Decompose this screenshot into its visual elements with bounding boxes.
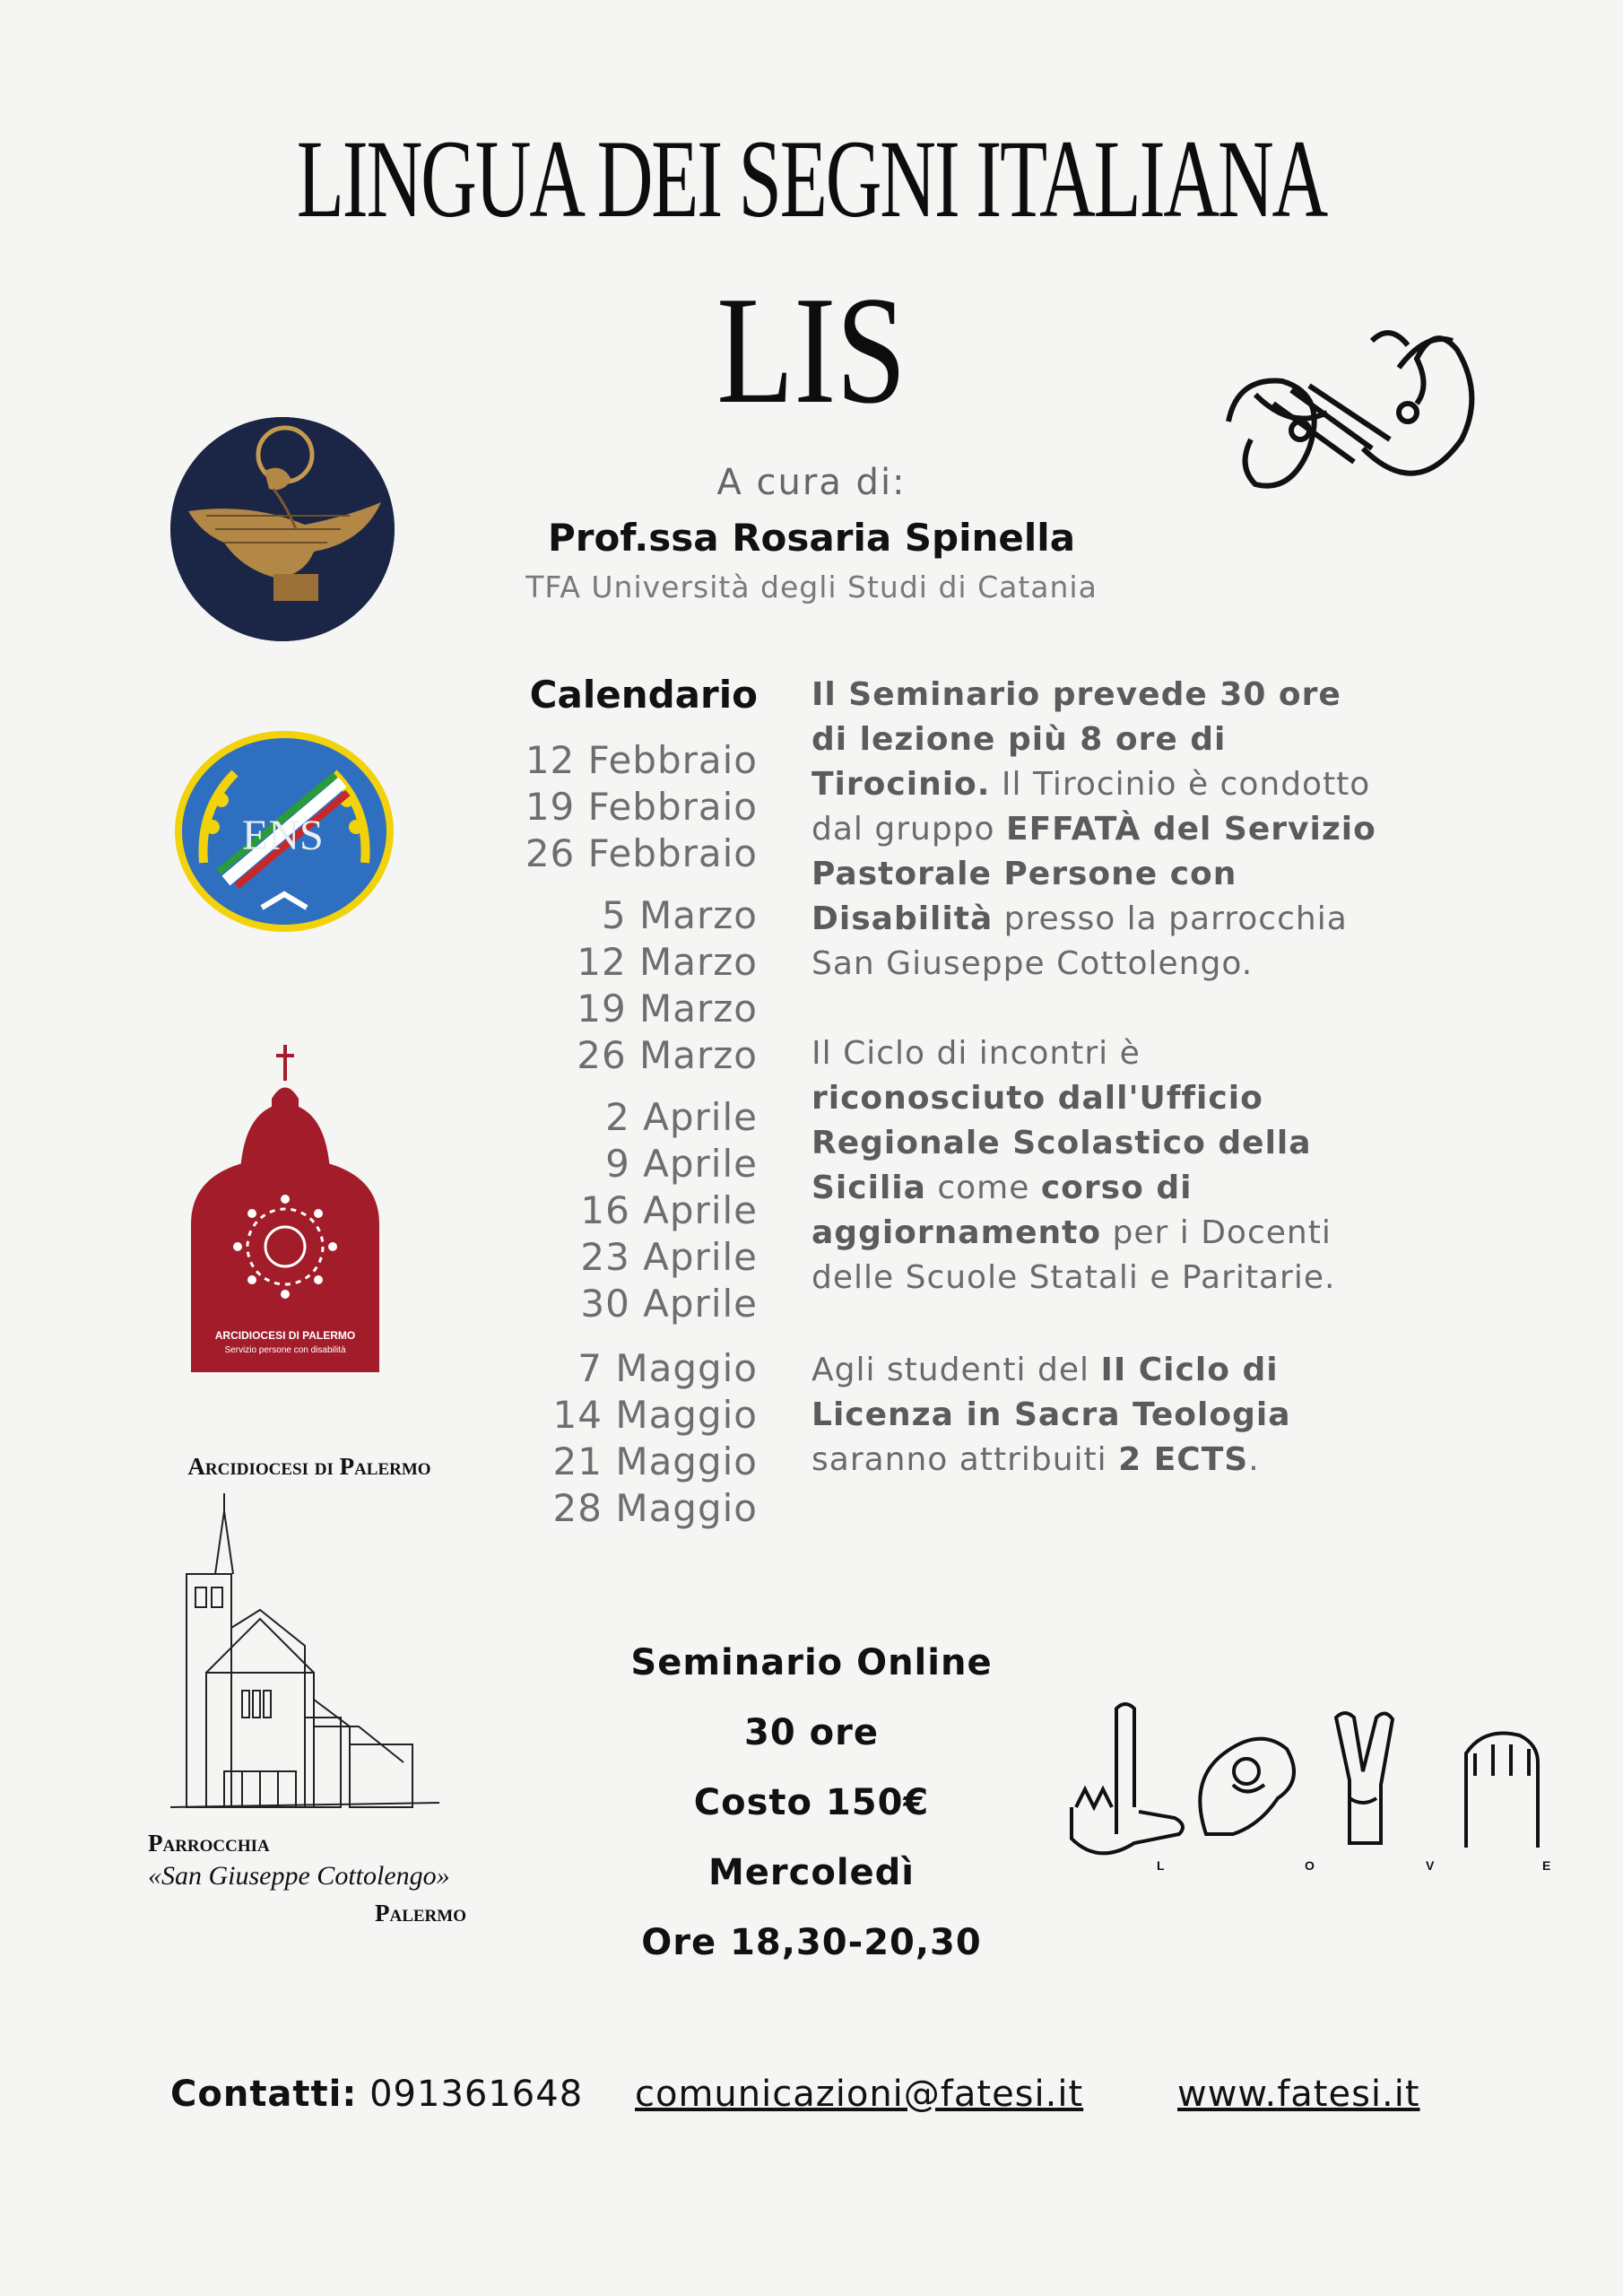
calendar-date: 23 Aprile xyxy=(580,1235,758,1279)
love-letter: O xyxy=(1305,1858,1315,1873)
calendar-date: 28 Maggio xyxy=(552,1486,758,1530)
contacts-label: Contatti: xyxy=(170,2074,358,2115)
seminar-day: Mercoledì xyxy=(707,1852,916,1893)
curator-name: Prof.ssa Rosaria Spinella xyxy=(547,516,1076,560)
calendar-date: 12 Febbraio xyxy=(525,738,758,782)
eagle-logo xyxy=(170,417,395,641)
calendar-date: 19 Marzo xyxy=(577,987,758,1031)
parish-line3: Palermo xyxy=(375,1900,466,1926)
church-drawing xyxy=(170,1493,439,1812)
footer-email xyxy=(635,2074,1083,2115)
page-subtitle: LIS xyxy=(716,265,907,436)
footer-website xyxy=(1177,2074,1420,2115)
seminar-cost: Costo 150€ xyxy=(693,1782,930,1823)
description-text: come xyxy=(925,1170,1041,1206)
description-text: Il Ciclo di incontri è xyxy=(812,1035,1141,1072)
description-text: Agli studenti del xyxy=(812,1352,1101,1388)
description-bold: EFFATÀ del Servizio Pastorale Persone con Disabilità xyxy=(812,811,1376,937)
calendar-february xyxy=(430,737,758,877)
description-text: . xyxy=(1248,1441,1260,1478)
calendar-april xyxy=(430,1094,758,1327)
calendar-may xyxy=(430,1345,758,1532)
calendar-date: 7 Maggio xyxy=(577,1346,758,1390)
page-title: LINGUA DEI SEGNI ITALIANA xyxy=(296,117,1327,240)
description-text: per i Docenti delle Scuole Statali e Paritarie. xyxy=(812,1214,1336,1296)
love-sign-hands xyxy=(1054,1700,1556,1888)
footer-contacts xyxy=(170,2074,583,2115)
seminar-mode: Seminario Online xyxy=(630,1642,993,1683)
curator-affiliation: TFA Università degli Studi di Catania xyxy=(525,570,1098,604)
calendar-march xyxy=(430,892,758,1079)
calendar-date: 14 Maggio xyxy=(552,1393,758,1437)
description-bold: corso di aggiornamento xyxy=(812,1170,1193,1251)
description-paragraph-1 xyxy=(812,673,1385,987)
description-bold: 2 ECTS xyxy=(1118,1441,1249,1478)
calendar-date: 30 Aprile xyxy=(580,1282,758,1326)
email-link[interactable]: comunicazioni@fatesi.it xyxy=(635,2074,1084,2115)
parish-line2: «San Giuseppe Cottolengo» xyxy=(148,1861,450,1891)
description-bold: Il Seminario prevede 30 ore di lezione più 8 ore di Tirocinio. xyxy=(812,676,1341,803)
calendar-date: 9 Aprile xyxy=(605,1142,758,1186)
signing-hands-logo xyxy=(1219,314,1488,520)
website-link[interactable]: www.fatesi.it xyxy=(1177,2074,1420,2115)
calendar-date: 19 Febbraio xyxy=(525,785,758,829)
love-letter: L xyxy=(1157,1858,1165,1873)
calendar-date: 12 Marzo xyxy=(577,940,758,984)
calendar-date: 5 Marzo xyxy=(601,893,758,937)
love-letter: E xyxy=(1542,1858,1551,1873)
calendar-heading: Calendario xyxy=(529,673,758,717)
arcidiocesi-line2: Servizio persone con disabilità xyxy=(224,1345,346,1355)
calendar-date: 21 Maggio xyxy=(552,1439,758,1483)
seminar-time: Ore 18,30-20,30 xyxy=(641,1922,982,1963)
ens-logo xyxy=(172,728,396,935)
calendar-date: 26 Febbraio xyxy=(525,831,758,875)
phone-number[interactable]: 091361648 xyxy=(369,2074,584,2115)
calendar-date: 16 Aprile xyxy=(580,1188,758,1232)
description-text: Il Tirocinio è condotto dal gruppo xyxy=(812,766,1371,848)
seminar-hours: 30 ore xyxy=(744,1712,879,1753)
ens-text: ENS xyxy=(242,812,324,859)
description-bold: II Ciclo di Licenza in Sacra Teologia xyxy=(812,1352,1291,1433)
calendar-date: 2 Aprile xyxy=(605,1095,758,1139)
calendar-date: 26 Marzo xyxy=(577,1033,758,1077)
love-letter: V xyxy=(1426,1858,1435,1873)
description-paragraph-3 xyxy=(812,1348,1385,1483)
description-bold: riconosciuto dall'Ufficio Regionale Scolastico della Sicilia xyxy=(812,1080,1312,1206)
description-text: presso la parrocchia San Giuseppe Cottolengo. xyxy=(812,900,1348,982)
parish-line1: Parrocchia xyxy=(148,1830,270,1857)
curator-label: A cura di: xyxy=(716,462,907,503)
seminar-info xyxy=(542,1628,1081,1978)
description-text: saranno attribuiti xyxy=(812,1441,1119,1478)
arcidiocesi-logo xyxy=(191,1045,379,1372)
arcidiocesi-line1: ARCIDIOCESI DI PALERMO xyxy=(214,1329,356,1342)
description-paragraph-2 xyxy=(812,1031,1385,1300)
parish-logo-top-text: Arcidiocesi di Palermo xyxy=(187,1453,431,1480)
